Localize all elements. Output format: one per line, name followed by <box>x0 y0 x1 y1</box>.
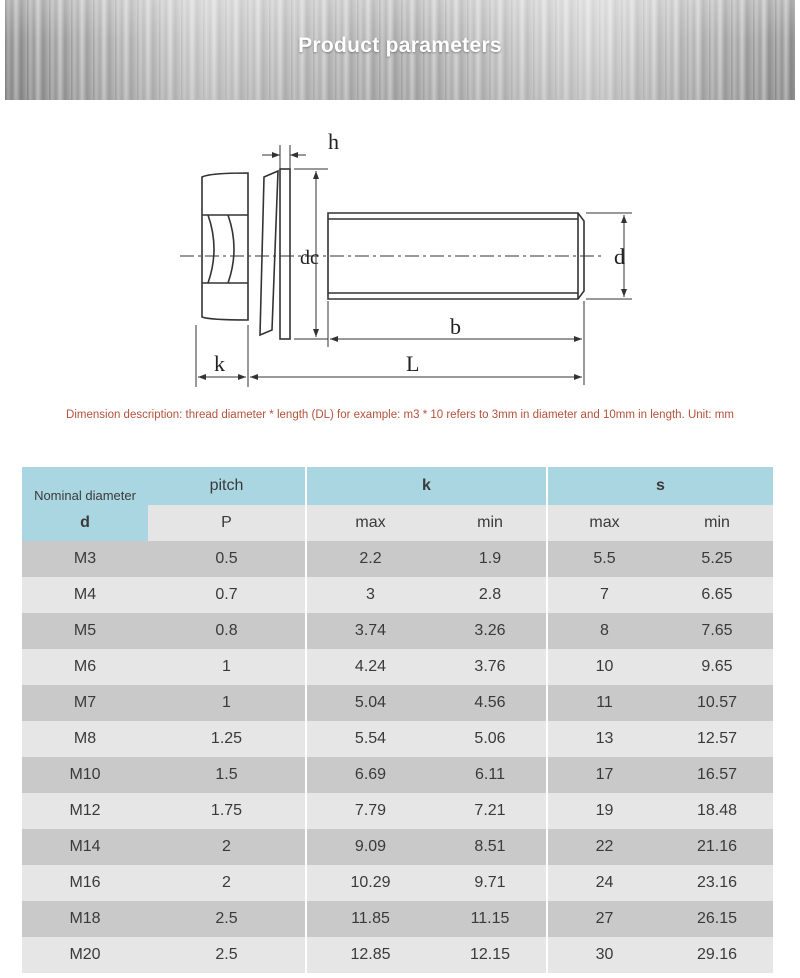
cell-k-max: 5.54 <box>306 721 434 757</box>
cell-k-max: 5.04 <box>306 685 434 721</box>
cell-k-max: 11.85 <box>306 901 434 937</box>
label-b: b <box>450 314 461 339</box>
table-row <box>22 829 773 865</box>
cell-d: M7 <box>22 685 148 721</box>
cell-p: 1 <box>148 685 306 721</box>
cell-s-max: 11 <box>547 685 661 721</box>
cell-k-max: 3.74 <box>306 613 434 649</box>
screw-diagram <box>170 125 650 395</box>
cell-d: M3 <box>22 541 148 577</box>
cell-s-max: 10 <box>547 649 661 685</box>
cell-p: 1.25 <box>148 721 306 757</box>
cell-p: 0.7 <box>148 577 306 613</box>
cell-k-max: 12.85 <box>306 937 434 973</box>
cell-s-min: 21.16 <box>661 829 773 865</box>
cell-p: 2.5 <box>148 937 306 973</box>
cell-k-max: 2.2 <box>306 541 434 577</box>
cell-p: 1.75 <box>148 793 306 829</box>
header-k: k <box>306 467 547 505</box>
subheader-s-min: min <box>661 505 773 541</box>
cell-k-max: 7.79 <box>306 793 434 829</box>
flat-washer-shape <box>280 169 290 339</box>
cell-d: M16 <box>22 865 148 901</box>
hex-head-curve-left <box>208 215 214 283</box>
header-banner <box>5 0 795 100</box>
hex-head-curve-right <box>228 215 234 283</box>
cell-k-max: 9.09 <box>306 829 434 865</box>
label-d: d <box>614 244 625 269</box>
table-row <box>22 793 773 829</box>
cell-p: 1 <box>148 649 306 685</box>
cell-p: 2 <box>148 829 306 865</box>
cell-p: 0.8 <box>148 613 306 649</box>
cell-k-max: 4.24 <box>306 649 434 685</box>
cell-s-min: 5.25 <box>661 541 773 577</box>
cell-k-min: 6.11 <box>434 757 547 793</box>
label-dc: dc <box>300 247 319 269</box>
cell-d: M5 <box>22 613 148 649</box>
cell-s-max: 30 <box>547 937 661 973</box>
table-row <box>22 757 773 793</box>
table-row <box>22 613 773 649</box>
cell-s-min: 26.15 <box>661 901 773 937</box>
cell-s-min: 18.48 <box>661 793 773 829</box>
subheader-s-max: max <box>547 505 661 541</box>
cell-d: M18 <box>22 901 148 937</box>
cell-k-min: 3.26 <box>434 613 547 649</box>
cell-p: 0.5 <box>148 541 306 577</box>
cell-d: M4 <box>22 577 148 613</box>
cell-s-min: 16.57 <box>661 757 773 793</box>
cell-k-max: 6.69 <box>306 757 434 793</box>
cell-s-min: 10.57 <box>661 685 773 721</box>
table-row <box>22 685 773 721</box>
header-s: s <box>547 467 773 505</box>
cell-k-min: 5.06 <box>434 721 547 757</box>
label-L: L <box>406 351 420 376</box>
cell-s-min: 29.16 <box>661 937 773 973</box>
cell-s-max: 5.5 <box>547 541 661 577</box>
cell-s-min: 23.16 <box>661 865 773 901</box>
dimension-description: Dimension description: thread diameter * length (DL) for example: m3 * 10 refers to 3mm in diameter and 10mm in length. Unit: mm <box>66 409 734 421</box>
cell-k-min: 7.21 <box>434 793 547 829</box>
cell-d: M10 <box>22 757 148 793</box>
cell-s-max: 7 <box>547 577 661 613</box>
cell-d: M8 <box>22 721 148 757</box>
cell-k-max: 10.29 <box>306 865 434 901</box>
cell-p: 1.5 <box>148 757 306 793</box>
cell-s-max: 22 <box>547 829 661 865</box>
cell-k-max: 3 <box>306 577 434 613</box>
parameters-table <box>22 467 773 973</box>
cell-p: 2.5 <box>148 901 306 937</box>
table-row <box>22 577 773 613</box>
cell-s-max: 8 <box>547 613 661 649</box>
table-row <box>22 901 773 937</box>
cell-s-max: 17 <box>547 757 661 793</box>
cell-k-min: 8.51 <box>434 829 547 865</box>
cell-s-min: 12.57 <box>661 721 773 757</box>
cell-s-max: 13 <box>547 721 661 757</box>
cell-k-min: 9.71 <box>434 865 547 901</box>
cell-k-min: 12.15 <box>434 937 547 973</box>
cell-s-max: 27 <box>547 901 661 937</box>
cell-p: 2 <box>148 865 306 901</box>
cell-k-min: 3.76 <box>434 649 547 685</box>
cell-s-min: 9.65 <box>661 649 773 685</box>
cell-d: M6 <box>22 649 148 685</box>
cell-k-min: 11.15 <box>434 901 547 937</box>
label-h: h <box>328 129 339 154</box>
cell-s-min: 7.65 <box>661 613 773 649</box>
hex-head-shape <box>202 173 248 320</box>
table-row <box>22 865 773 901</box>
cell-s-min: 6.65 <box>661 577 773 613</box>
table-row <box>22 649 773 685</box>
cell-d: M14 <box>22 829 148 865</box>
cell-d: M12 <box>22 793 148 829</box>
table-row <box>22 937 773 973</box>
cell-s-max: 24 <box>547 865 661 901</box>
table-header-row <box>22 467 773 505</box>
cell-k-min: 1.9 <box>434 541 547 577</box>
spring-washer-shape <box>260 171 278 335</box>
cell-k-min: 4.56 <box>434 685 547 721</box>
header-pitch: pitch <box>148 467 306 505</box>
subheader-d: d <box>22 505 148 541</box>
table-row <box>22 541 773 577</box>
screw-drawing-svg <box>170 125 650 395</box>
cell-k-min: 2.8 <box>434 577 547 613</box>
cell-s-max: 19 <box>547 793 661 829</box>
label-k: k <box>214 351 225 376</box>
subheader-p: P <box>148 505 306 541</box>
cell-d: M20 <box>22 937 148 973</box>
table-row <box>22 721 773 757</box>
subheader-k-max: max <box>306 505 434 541</box>
subheader-k-min: min <box>434 505 547 541</box>
page-title: Product parameters <box>298 34 502 57</box>
table-subheader-row <box>22 505 773 541</box>
header-nominal-diameter: Nominal diameter <box>22 467 148 505</box>
